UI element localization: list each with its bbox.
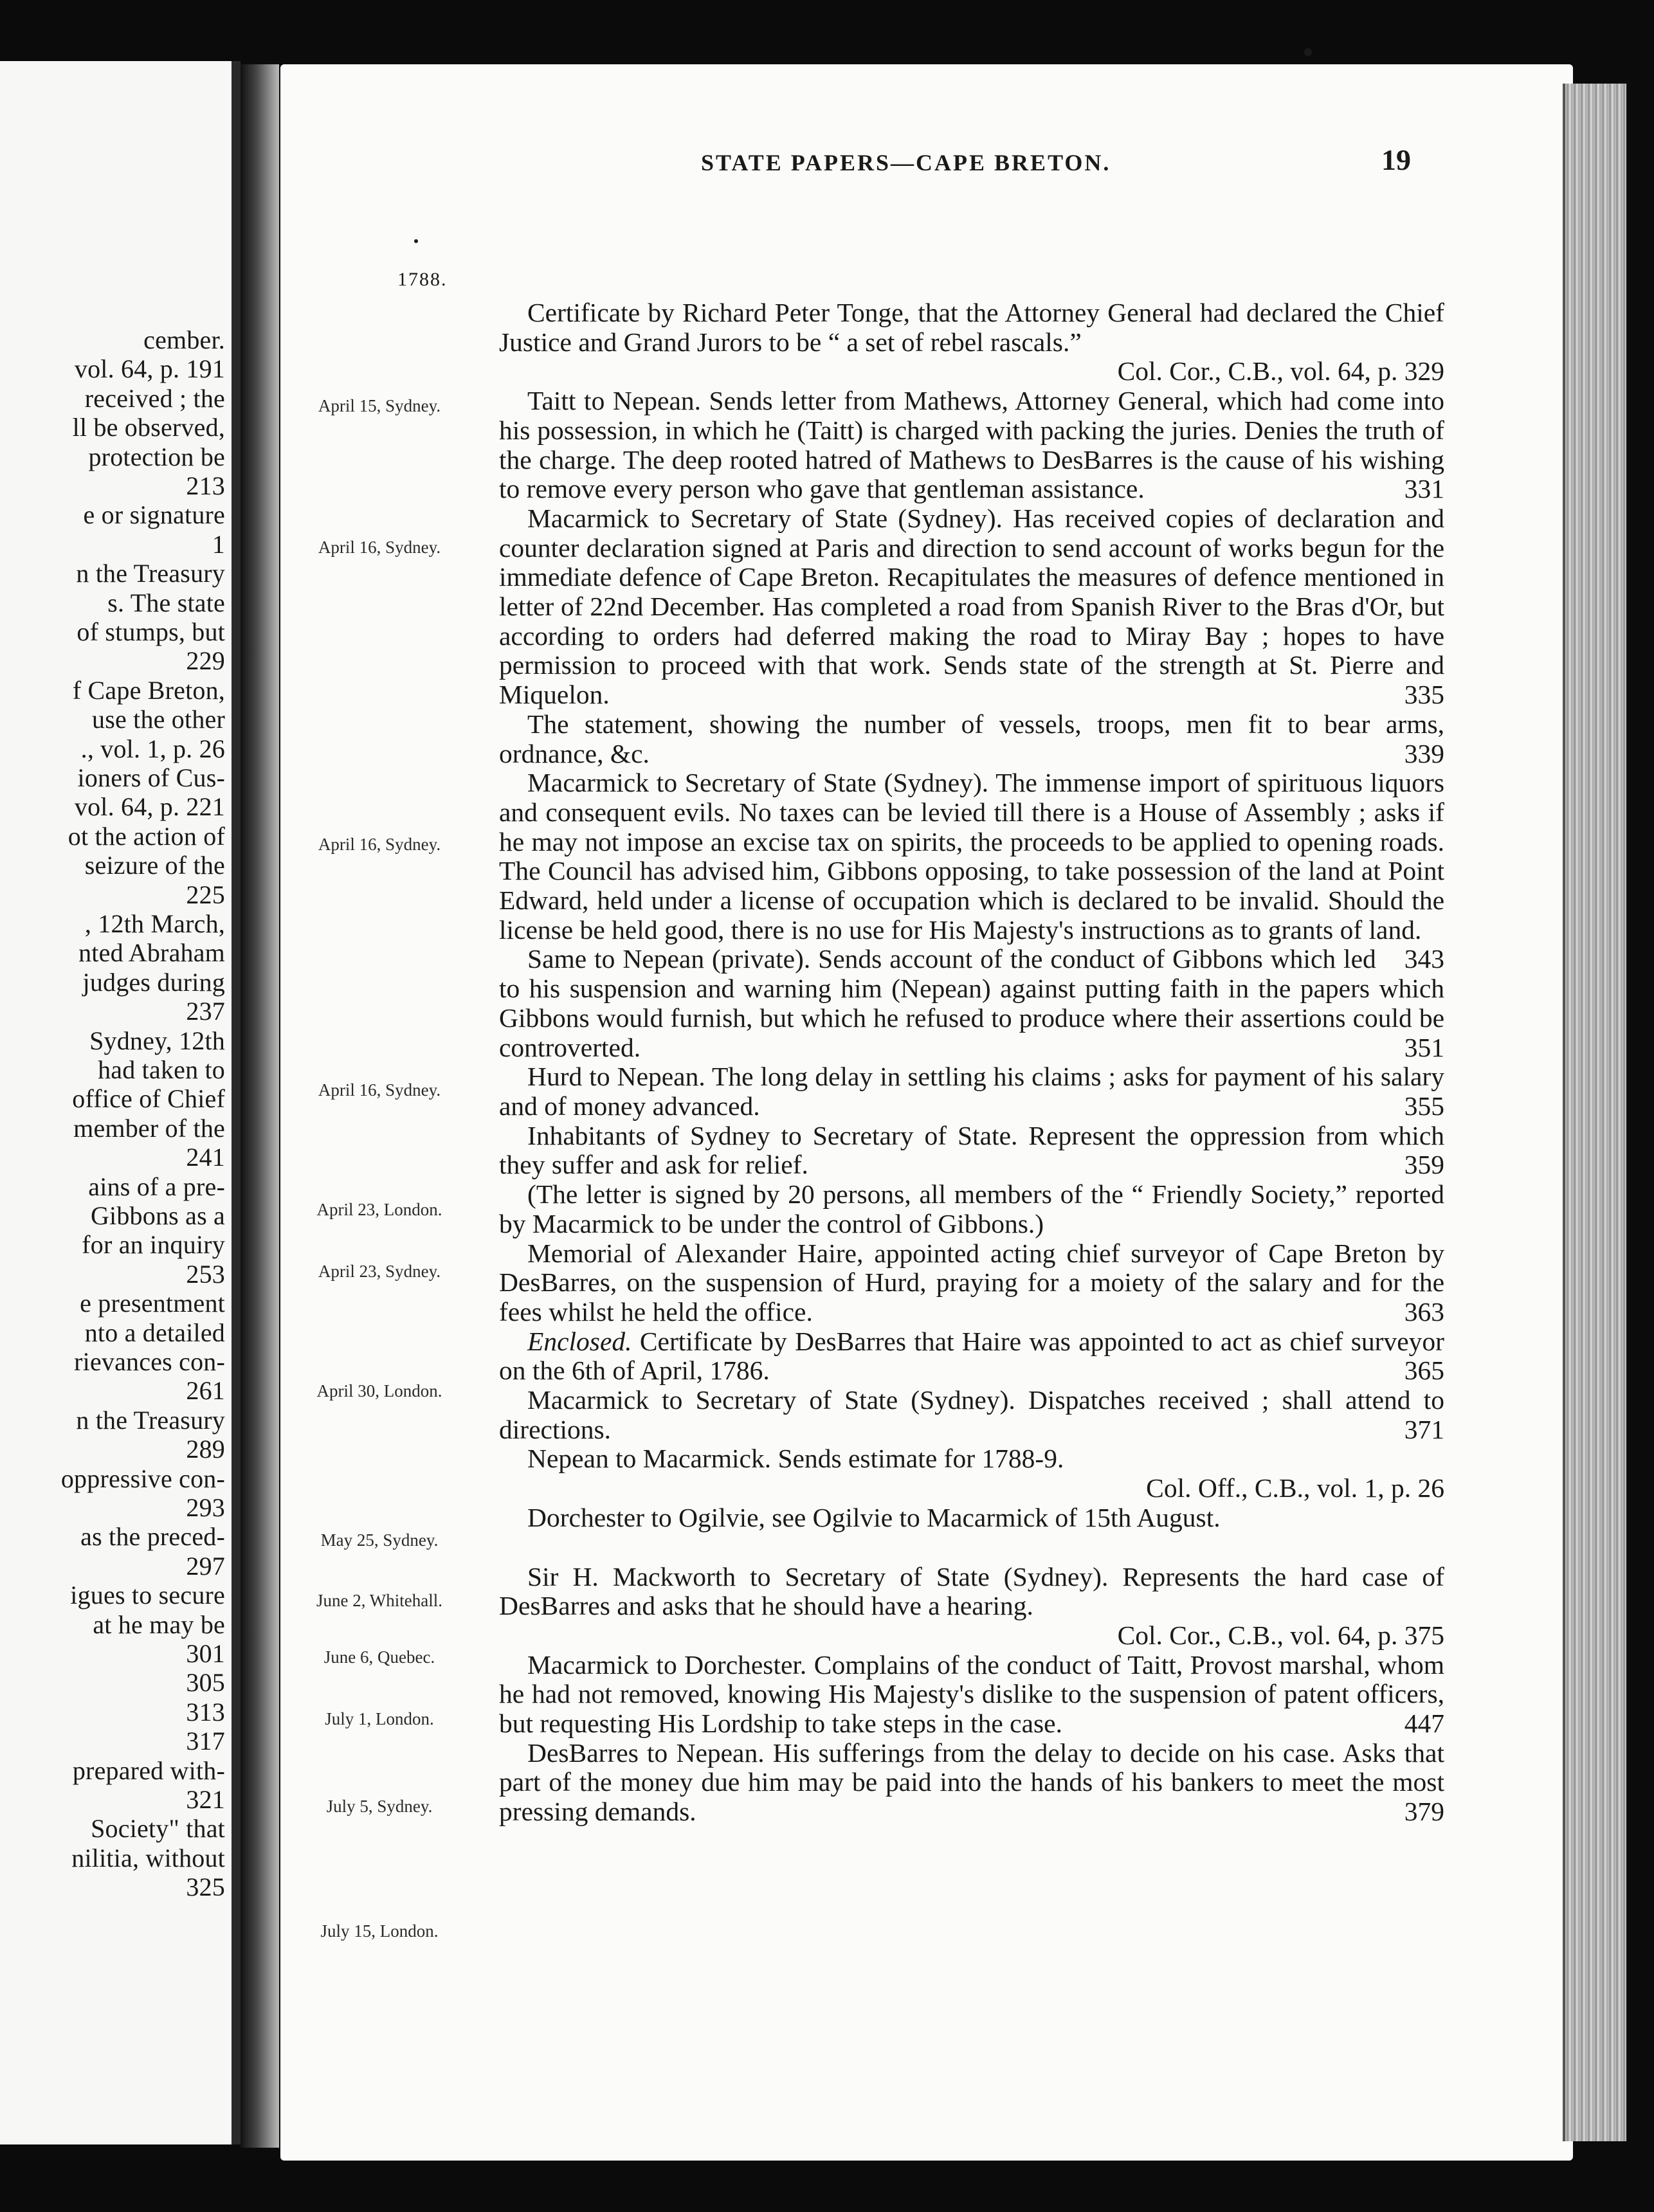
entry-page: 335 [1404, 680, 1444, 710]
page-edges [1563, 84, 1626, 2141]
left-page-line: prepared with- [72, 1755, 225, 1785]
entry-text: Enclosed. Certificate by DesBarres that Haire was appointed to act as chief surveyor on the 6th of April, 1786. 365 [499, 1326, 1444, 1386]
left-page-line: nted Abraham [78, 938, 225, 968]
left-page-line: 289 [186, 1435, 225, 1464]
scan-speck [414, 239, 418, 243]
entry-text: Inhabitants of Sydney to Secretary of State. Represent the oppression from which they suffer and ask for relief. 359 [499, 1120, 1444, 1180]
left-page-line: ., vol. 1, p. 26 [80, 734, 225, 763]
entry-text: Same to Nepean (private). Sends account of the conduct of Gibbons which led to his suspension and warning him (Nepean) against putting faith in the papers which Gibbons would furnish, but which he refused to produce where their assertions could be controverted. 351 [499, 944, 1444, 1062]
left-page-line: , 12th March, [84, 909, 225, 938]
left-page-line: 305 [186, 1668, 225, 1698]
entry-reference: Col. Cor., C.B., vol. 64, p. 329 [1117, 356, 1444, 386]
left-page-line: seizure of the [84, 851, 225, 880]
left-page-line: ll be observed, [72, 413, 225, 442]
left-page-line: e or signature [83, 500, 225, 530]
left-page-line: ioners of Cus- [77, 763, 225, 792]
entry-text: The statement, showing the number of vessels, troops, men fit to bear arms, ordnance, &c. 339 [499, 709, 1444, 768]
entry-page: 331 [1404, 474, 1444, 504]
margin-date: July 5, Sydney. [326, 1797, 433, 1816]
left-page-line: 225 [186, 880, 225, 909]
left-page-line: 313 [186, 1697, 225, 1727]
left-page-line: ains of a pre- [88, 1172, 225, 1201]
left-page-line: vol. 64, p. 221 [74, 792, 225, 822]
left-page-line: of stumps, but [77, 617, 225, 646]
left-page-line: had taken to [98, 1055, 225, 1084]
left-page-line: 297 [186, 1551, 225, 1581]
left-page-fragment [0, 61, 241, 2144]
entry-text: Certificate by Richard Peter Tonge, that the Attorney General had declared the Chief Justice and Grand Jurors to be “ a set of rebel rascals.” [499, 298, 1444, 357]
left-page-line: e presentment [80, 1289, 225, 1318]
margin-date: April 15, Sydney. [318, 396, 441, 415]
left-page-line: 293 [186, 1493, 225, 1522]
left-page-line: received ; the [84, 383, 225, 413]
left-page-line: n the Treasury [76, 559, 225, 588]
left-page-line: f Cape Breton, [72, 675, 225, 705]
left-page-line: judges during [82, 967, 225, 997]
entry-text: Macarmick to Secretary of State (Sydney). The immense import of spirituous liquors and consequent evils. No taxes can be levied till there is a House of Assembly ; asks if he may not impose an excise tax on spirits, the proceeds to be applied to opening roads. The Council has advised him, Gibbons opposing, to take possession of the land at Point Edward, held under a license of occupation which is declared to be invalid. Should the license be held good, there is no use for His Majesty's instructions as to grants of land. 343 [499, 768, 1444, 974]
entry-text: Macarmick to Secretary of State (Sydney). Dispatches received ; shall attend to directions. 371 [499, 1385, 1444, 1444]
entry-page: 339 [1404, 738, 1444, 768]
left-page-line: 301 [186, 1639, 225, 1668]
enclosed-label: Enclosed. [527, 1326, 632, 1356]
left-page-line: 325 [186, 1872, 225, 1902]
entry-page: 365 [1404, 1355, 1444, 1386]
entry-text: Sir H. Mackworth to Secretary of State (Sydney). Represents the hard case of DesBarres and asks that he should have a hearing. [499, 1561, 1444, 1621]
margin-date: May 25, Sydney. [320, 1530, 439, 1550]
entry-page: 355 [1404, 1091, 1444, 1121]
left-page-line: protection be [88, 442, 225, 471]
entry-text: Nepean to Macarmick. Sends estimate for 1788-9. [527, 1444, 1064, 1474]
left-page-line: as the preced- [80, 1522, 225, 1552]
left-page-line: igues to secure [70, 1581, 225, 1610]
left-page-line: 261 [186, 1376, 225, 1406]
scan-speck [1304, 48, 1312, 56]
left-page-line: n the Treasury [76, 1405, 225, 1435]
left-page-line: Society" that [91, 1814, 225, 1844]
left-page-line: at he may be [93, 1609, 225, 1639]
left-page-line: 317 [186, 1727, 225, 1756]
margin-date: July 15, London. [320, 1921, 439, 1941]
entry-page: 343 [1404, 944, 1444, 974]
entry-text: Memorial of Alexander Haire, appointed acting chief surveyor of Cape Breton by DesBarres, on the suspension of Hurd, praying for a moiety of the salary and for the fees whilst he held the office. 363 [499, 1238, 1444, 1327]
left-page-line: use the other [92, 705, 225, 734]
entry-text: Hurd to Nepean. The long delay in settling his claims ; asks for payment of his salary and of money advanced. 355 [499, 1062, 1444, 1121]
entry-text: Macarmick to Dorchester. Complains of the conduct of Taitt, Provost marshal, whom he had not removed, knowing His Majesty's dislike to the suspension of patent officers, but requesting His Lordship to take steps in the case. 447 [499, 1649, 1444, 1739]
running-head: STATE PAPERS—CAPE BRETON. [701, 150, 1111, 176]
entry-text: Macarmick to Secretary of State (Sydney). Has received copies of declaration and counter declaration signed at Paris and direction to send account of works begun for the immediate defence of Cape Breton. Recapitulates the measures of defence mentioned in letter of 22nd December. Has completed a road from Spanish River to the Bras d'Or, but according to orders had deferred making the road to Miray Bay ; hopes to have permission to proceed with that work. Sends state of the strength at St. Pierre and Miquelon. 335 [499, 503, 1444, 710]
left-page-line: 321 [186, 1785, 225, 1814]
margin-date: April 16, Sydney. [318, 835, 441, 854]
entry-note: (The letter is signed by 20 persons, all members of the “ Friendly Society,” reported by Macarmick to be under the control of Gibbons.) [499, 1179, 1444, 1238]
year-heading: 1788. [397, 269, 448, 290]
margin-date: April 23, Sydney. [318, 1262, 441, 1281]
left-page-line: office of Chief [72, 1084, 225, 1114]
entry-page: 371 [1404, 1414, 1444, 1444]
margin-date: April 23, London. [316, 1200, 442, 1219]
margin-date: April 16, Sydney. [318, 538, 441, 557]
entry-text: Taitt to Nepean. Sends letter from Mathews, Attorney General, which had come into his possession, in which he (Taitt) is charged with packing the juries. Denies the truth of the charge. The deep rooted hatred of Mathews to DesBarres is the cause of his wishing to remove every person who gave that gentleman assistance. 331 [499, 386, 1444, 504]
left-page-line: vol. 64, p. 191 [74, 354, 225, 384]
entry-page: 351 [1404, 1032, 1444, 1062]
left-page-line: rievances con- [74, 1347, 225, 1376]
calendar-entries [499, 298, 1444, 1827]
left-page-line: Gibbons as a [90, 1201, 225, 1230]
left-page-line: 241 [186, 1143, 225, 1172]
left-page-line: 253 [186, 1259, 225, 1289]
margin-date: July 1, London. [325, 1709, 434, 1728]
entry-reference: Col. Off., C.B., vol. 1, p. 26 [1146, 1473, 1444, 1503]
section-spacer [499, 1533, 1444, 1563]
entry-page: 447 [1404, 1709, 1444, 1739]
left-page-line: 229 [186, 646, 225, 676]
left-page-line: oppressive con- [60, 1464, 225, 1493]
left-page-line: member of the [73, 1113, 225, 1143]
margin-date: June 2, Whitehall. [316, 1591, 442, 1610]
left-page-line: ot the action of [68, 821, 225, 851]
book-gutter [241, 64, 279, 2148]
left-page-line: nto a detailed [84, 1318, 225, 1347]
page-number: 19 [1381, 143, 1411, 176]
entry-page: 363 [1404, 1296, 1444, 1327]
left-page-line: 237 [186, 997, 225, 1026]
entry-text: Dorchester to Ogilvie, see Ogilvie to Macarmick of 15th August. [527, 1502, 1221, 1532]
margin-date: April 30, London. [316, 1381, 442, 1401]
left-page-line: for an inquiry [82, 1230, 225, 1260]
left-page-line: Sydney, 12th [89, 1026, 225, 1055]
left-page-line: cember. [143, 325, 225, 354]
left-page-line: 213 [186, 471, 225, 500]
entry-text: DesBarres to Nepean. His sufferings from the delay to decide on his case. Asks that part of the money due him may be paid into the hands of his bankers to meet the most pressing demands. 379 [499, 1737, 1444, 1827]
margin-date: April 16, Sydney. [318, 1080, 441, 1100]
left-page-line: nilitia, without [71, 1843, 225, 1872]
entry-reference: Col. Cor., C.B., vol. 64, p. 375 [1117, 1620, 1444, 1650]
entry-page: 379 [1404, 1797, 1444, 1827]
margin-date: June 6, Quebec. [323, 1647, 435, 1667]
left-page-line: 1 [212, 529, 225, 559]
entry-page: 359 [1404, 1150, 1444, 1180]
left-page-line: s. The state [107, 588, 225, 617]
